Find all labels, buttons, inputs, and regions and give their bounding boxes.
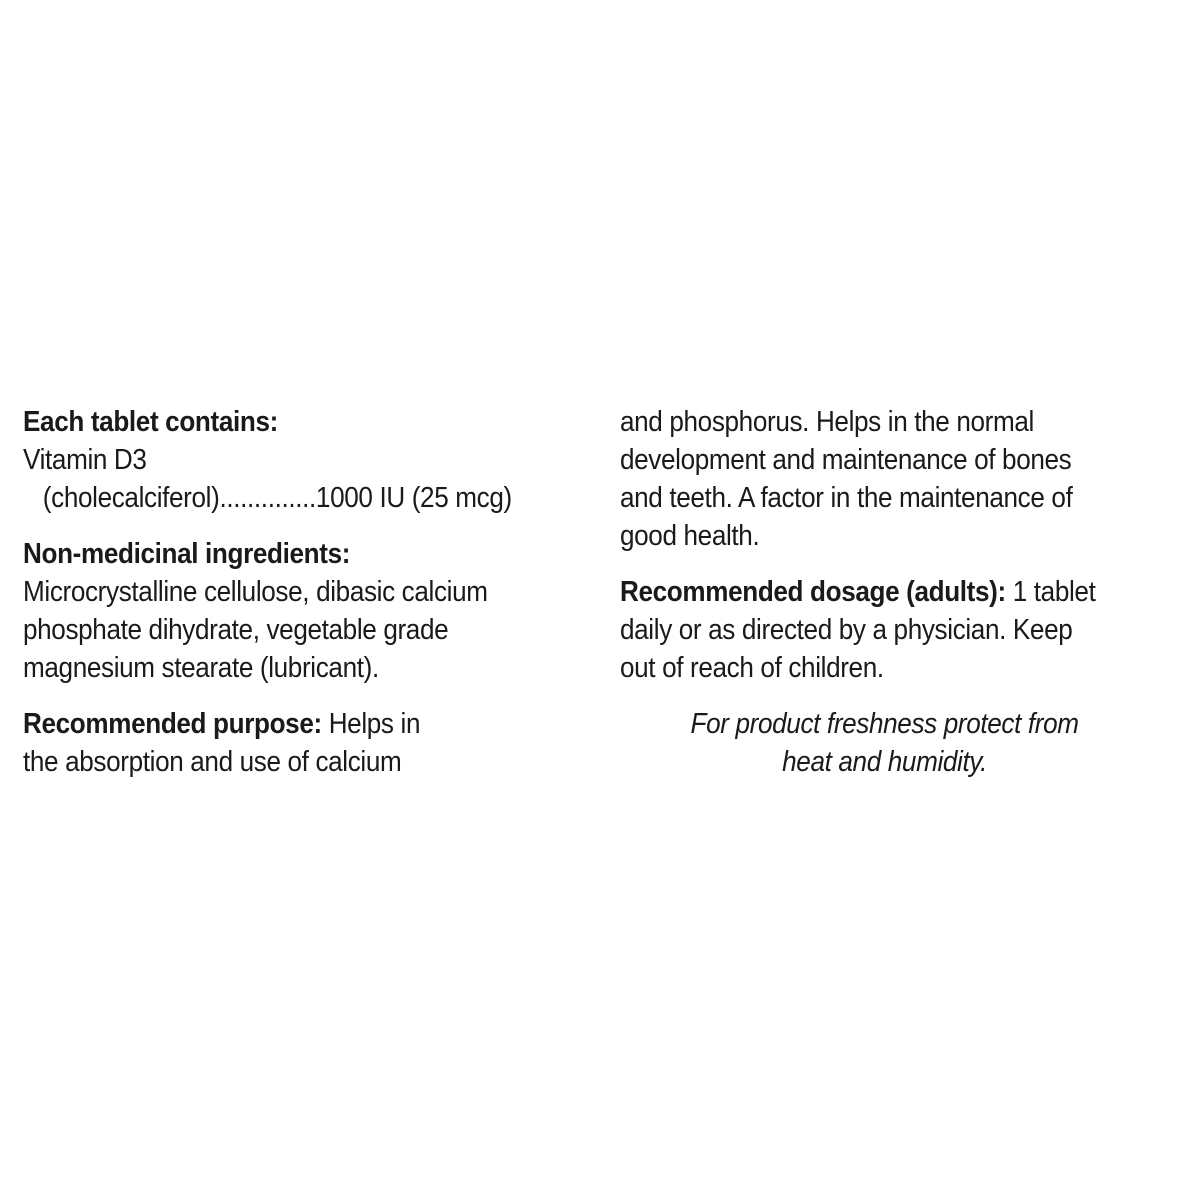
dosage-line: out of reach of children.: [620, 652, 884, 684]
label-left-column: [23, 403, 581, 781]
dosage-heading: Recommended dosage (adults):: [620, 576, 1006, 608]
contents-heading: Each tablet contains:: [23, 406, 278, 438]
dosage-line: daily or as directed by a physician. Keep: [620, 614, 1073, 646]
non-medicinal-line: phosphate dihydrate, vegetable grade: [23, 614, 449, 646]
ingredient-row: [23, 479, 581, 517]
dosage-row: [620, 573, 1178, 611]
purpose-continued-line: and teeth. A factor in the maintenance of: [620, 482, 1073, 514]
non-medicinal-heading: Non-medicinal ingredients:: [23, 538, 351, 570]
purpose-heading: Recommended purpose:: [23, 708, 322, 740]
purpose-text: Helps in: [321, 708, 421, 740]
storage-note-line: For product freshness protect from: [690, 708, 1079, 740]
purpose-continued-line: good health.: [620, 520, 760, 552]
non-medicinal-line: Microcrystalline cellulose, dibasic calcium: [23, 576, 488, 608]
label-right-column: [620, 403, 1178, 781]
purpose-continued-line: and phosphorus. Helps in the normal: [620, 406, 1034, 438]
ingredient-detail: (cholecalciferol): [42, 482, 220, 514]
ingredient-leader-dots: ..............: [219, 482, 316, 514]
ingredient-name: Vitamin D3: [23, 444, 147, 476]
storage-note-line: heat and humidity.: [782, 746, 988, 778]
purpose-continued-line: development and maintenance of bones: [620, 444, 1072, 476]
ingredient-amount: 1000 IU (25 mcg): [315, 482, 512, 514]
non-medicinal-line: magnesium stearate (lubricant).: [23, 652, 379, 684]
purpose-line: the absorption and use of calcium: [23, 746, 402, 778]
dosage-text: 1 tablet: [1005, 576, 1096, 608]
purpose-row: [23, 705, 581, 743]
